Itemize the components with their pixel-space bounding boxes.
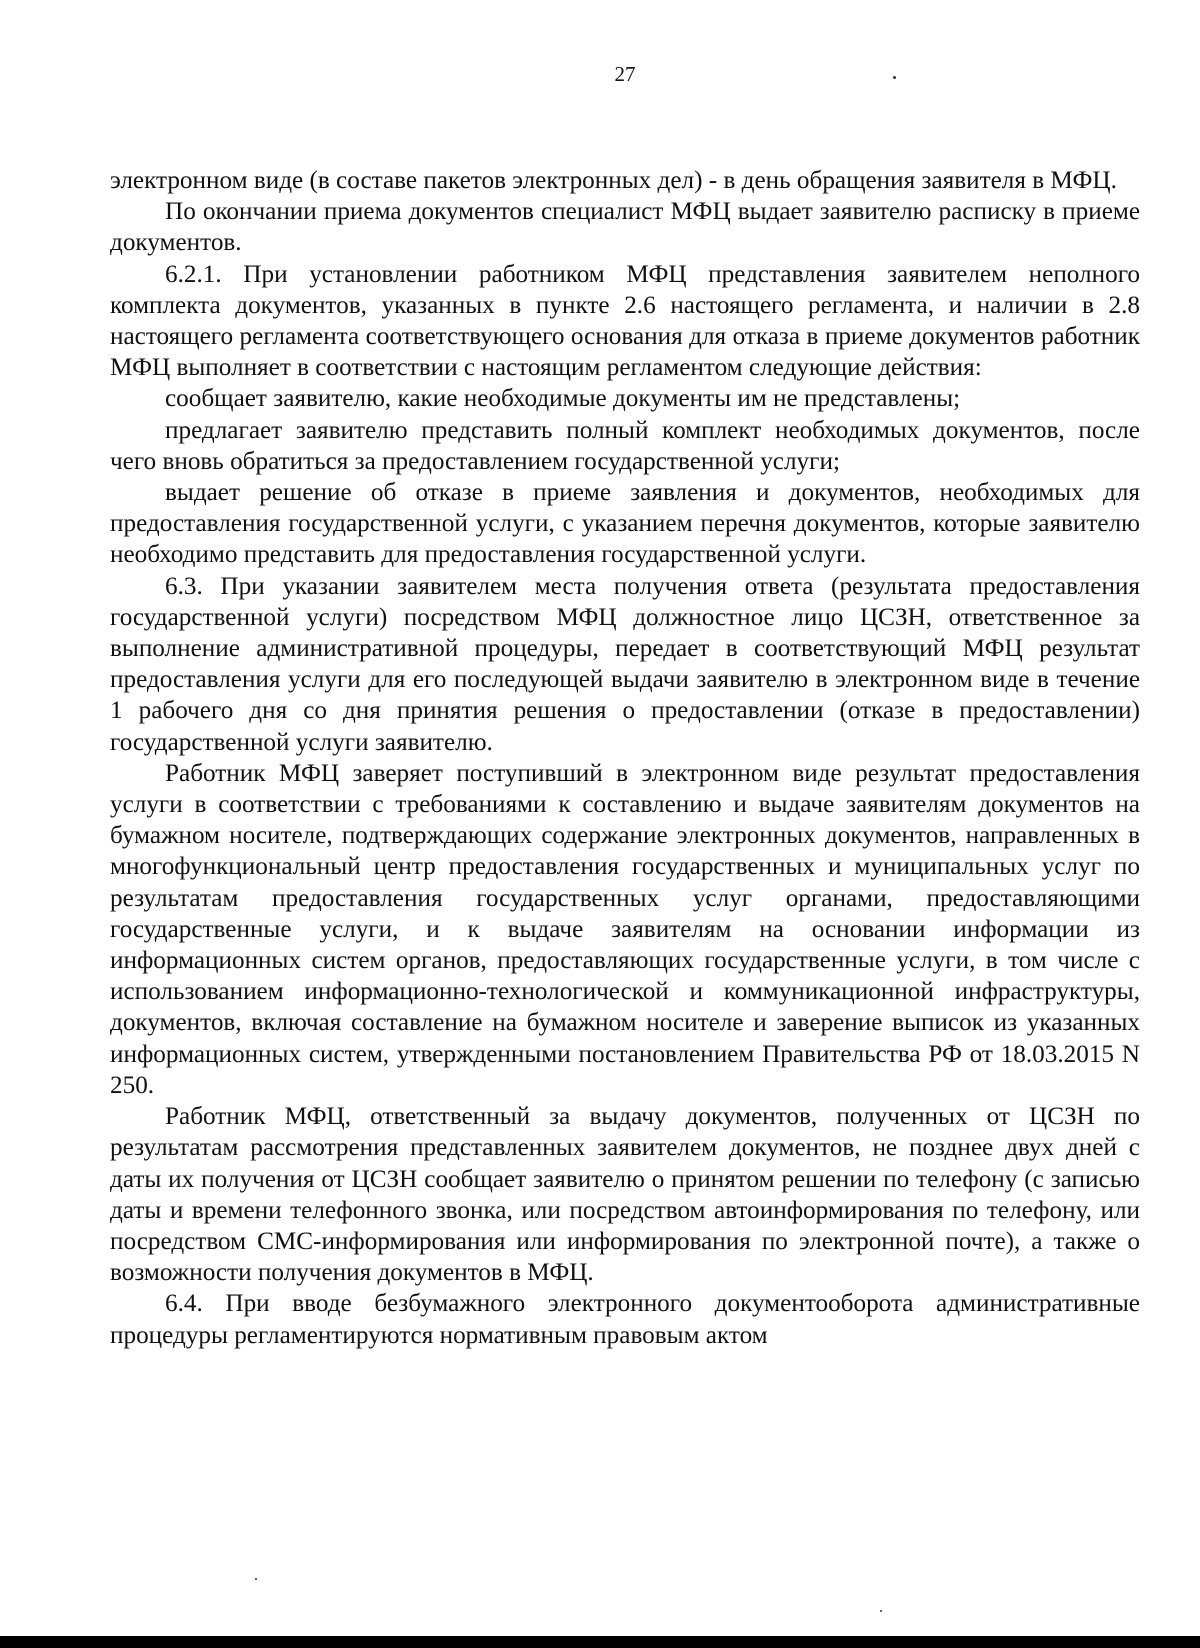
scan-edge-bar [0,1636,1200,1648]
scan-speck [893,76,896,79]
scan-speck [880,1610,882,1612]
paragraph-action-refusal: выдает решение об отказе в приеме заявления и документов, необходимых для предоставления государственной услуги, с указанием перечня документов, которые заявителю необходимо представить для предоставления государственной услуги. [110,479,1140,569]
paragraph-6-2-1: 6.2.1. При установлении работником МФЦ представления заявителем неполного комплекта документов, указанных в пункте 2.6 настоящего регламента, и наличии в 2.8 настоящего регламента соответствующего основания для отказа в приеме документов работник МФЦ выполняет в соответствии с настоящим регламентом следующие действия: [110,260,1140,382]
paragraph-6-3: 6.3. При указании заявителем места получения ответа (результата предоставления государственной услуги) посредством МФЦ должностное лицо ЦСЗН, ответственное за выполнение административной процедуры, передает в соответствующий МФЦ результат предоставления услуги для его последующей выдачи заявителю в электронном виде в течение 1 рабочего дня со дня принятия решения о предоставлении (отказе в предоставлении) государственной услуги заявителю. [110,572,1140,756]
paragraph-certification: Работник МФЦ заверяет поступивший в электронном виде результат предоставления услуги в соответствии с требованиями к составлению и выдаче заявителям документов на бумажном носителе, подтверждающих содержание электронных документов, направленных в многофункциональный центр предоставления государственных и муниципальных услуг по результатам предоставления государственных услуг органами, предоставляющими государственные услуги, и к выдаче заявителям на основании информации из информационных систем органов, предоставляющих государственные услуги, в том числе с использованием информационно-технологической и коммуникационной инфраструктуры, документов, включая составление на бумажном носителе и заверение выписок из указанных информационных систем, утвержденными постановлением Правительства РФ от 18.03.2015 N 250. [110,759,1140,1099]
paragraph-action-inform: сообщает заявителю, какие необходимые документы им не представлены; [165,385,961,413]
paragraph-notification: Работник МФЦ, ответственный за выдачу документов, полученных от ЦСЗН по результатам рассмотрения представленных заявителем документов, не позднее двух дней с даты их получения от ЦСЗН сообщает заявителю о принятом решении по телефону (с записью даты и времени телефонного звонка, или посредством автоинформирования по телефону, или посредством СМС-информирования или информирования по электронной почте), а также о возможности получения документов в МФЦ. [110,1103,1140,1287]
scan-speck [255,1578,257,1580]
paragraph-receipt: По окончании приема документов специалист МФЦ выдает заявителю расписку в приеме документов. [110,198,1140,257]
page-number: 27 [614,62,636,86]
paragraph-action-propose: предлагает заявителю представить полный комплект необходимых документов, после чего вновь обратиться за предоставлением государственной услуги; [110,416,1140,475]
document-body [110,165,1140,1351]
paragraph-continuation: электронном виде (в составе пакетов электронных дел) - в день обращения заявителя в МФЦ. [110,167,1117,194]
paragraph-6-4: 6.4. При вводе безбумажного электронного документооборота административные процедуры регламентируются нормативным правовым актом [110,1290,1140,1349]
